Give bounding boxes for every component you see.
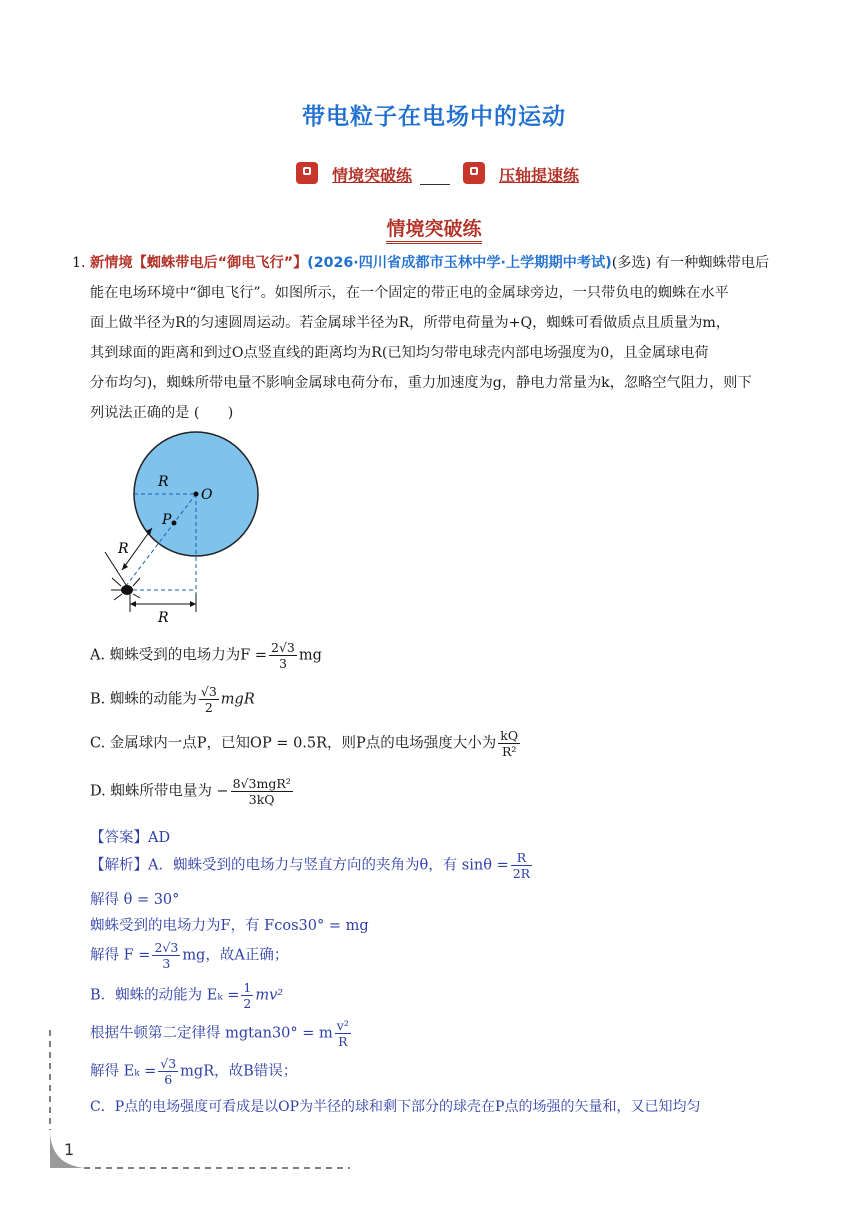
page-number: 1 [64,1140,75,1159]
sphere-spider-figure [100,428,280,628]
analysis-line-1: 【解析】A．蜘蛛受到的电场力与竖直方向的夹角为θ，有 sinθ = $\frac{R}{2R}$ [90,850,531,881]
section-heading: 情境突破练 [0,214,868,241]
label-R-bottom: R [158,610,169,626]
option-C[interactable]: C. 金属球内一点P，已知OP = 0.5R，则P点的电场强度大小为 $\frac{kQ}{\text{R²}}$ [90,728,519,759]
question-line-3: 面上做半径为R的匀速圆周运动。若金属球半径为R，所带电荷量为+Q，蜘蛛可看做质点且质量为m， [90,315,731,331]
nav-monitor-icon [296,162,318,184]
question-line-4: 其到球面的距离和到过O点竖直线的距离均为R(已知均匀带电球壳内部电场强度为0，且金属球电荷 [90,345,709,361]
center-O [194,492,199,497]
question-line-1: 新情境【蜘蛛带电后“御电飞行”】(2026·四川省成都市玉林中学·上学期期中考试)(多选) 有一种蜘蛛带电后 [90,255,770,271]
option-D[interactable]: D. 蜘蛛所带电量为 − $\frac{\text{8√3mgR²}}{3kQ}$ [90,776,291,807]
page-corner-decoration [40,1030,360,1180]
point-P [172,521,177,526]
label-P: P [162,512,172,528]
analysis-line-2: 解得 θ = 30° [90,892,180,908]
label-O: O [201,487,213,503]
analysis-line-7: 解得 Eₖ = $\frac{√3}{6}$ mgR，故B错误； [90,1056,298,1087]
nav-monitor-icon [463,162,485,184]
nav-link-pressure[interactable]: 压轴提速练 [499,166,580,185]
answer-line: 【答案】AD [90,830,171,846]
label-R-top: R [158,474,169,490]
label-R-left: R [118,541,129,557]
nav-link-scenario[interactable]: 情境突破练 [332,166,413,185]
question-line-2: 能在电场环境中“御电飞行”。如图所示，在一个固定的带正电的金属球旁边，一只带负电的蜘蛛在水平 [90,285,729,301]
analysis-line-3: 蜘蛛受到的电场力为F，有 Fcos30° = mg [90,918,369,934]
question-line-5: 分布均匀)，蜘蛛所带电量不影响金属球电荷分布，重力加速度为g，静电力常量为k，忽略空气阻力，则下 [90,375,752,391]
question-line-6: 列说法正确的是 ( ) [90,405,234,421]
spider-icon [121,585,133,595]
option-B[interactable]: B. 蜘蛛的动能为 $\frac{√3}{2}$ mgR [90,684,255,715]
analysis-line-8: C．P点的电场强度可看成是以OP为半径的球和剩下部分的球壳在P点的场强的矢量和，又已知均匀 [90,1099,701,1115]
page-title: 带电粒子在电场中的运动 [302,104,566,130]
nav-divider [420,184,450,185]
analysis-line-5: B．蜘蛛的动能为 Eₖ = $\frac{1}{2}$ mv² [90,980,284,1011]
question-number: 1. [72,255,86,271]
option-A[interactable]: A. 蜘蛛受到的电场力为F = $\frac{2√3}{3}$ mg [90,640,322,671]
question-body [72,248,818,428]
analysis-line-4: 解得 F = $\frac{2√3}{3}$ mg，故A正确； [90,940,289,971]
analysis-line-6: 根据牛顿第二定律得 mgtan30° = m $\frac{\text{v²}}{R}$ [90,1018,349,1049]
section-nav [0,160,868,190]
